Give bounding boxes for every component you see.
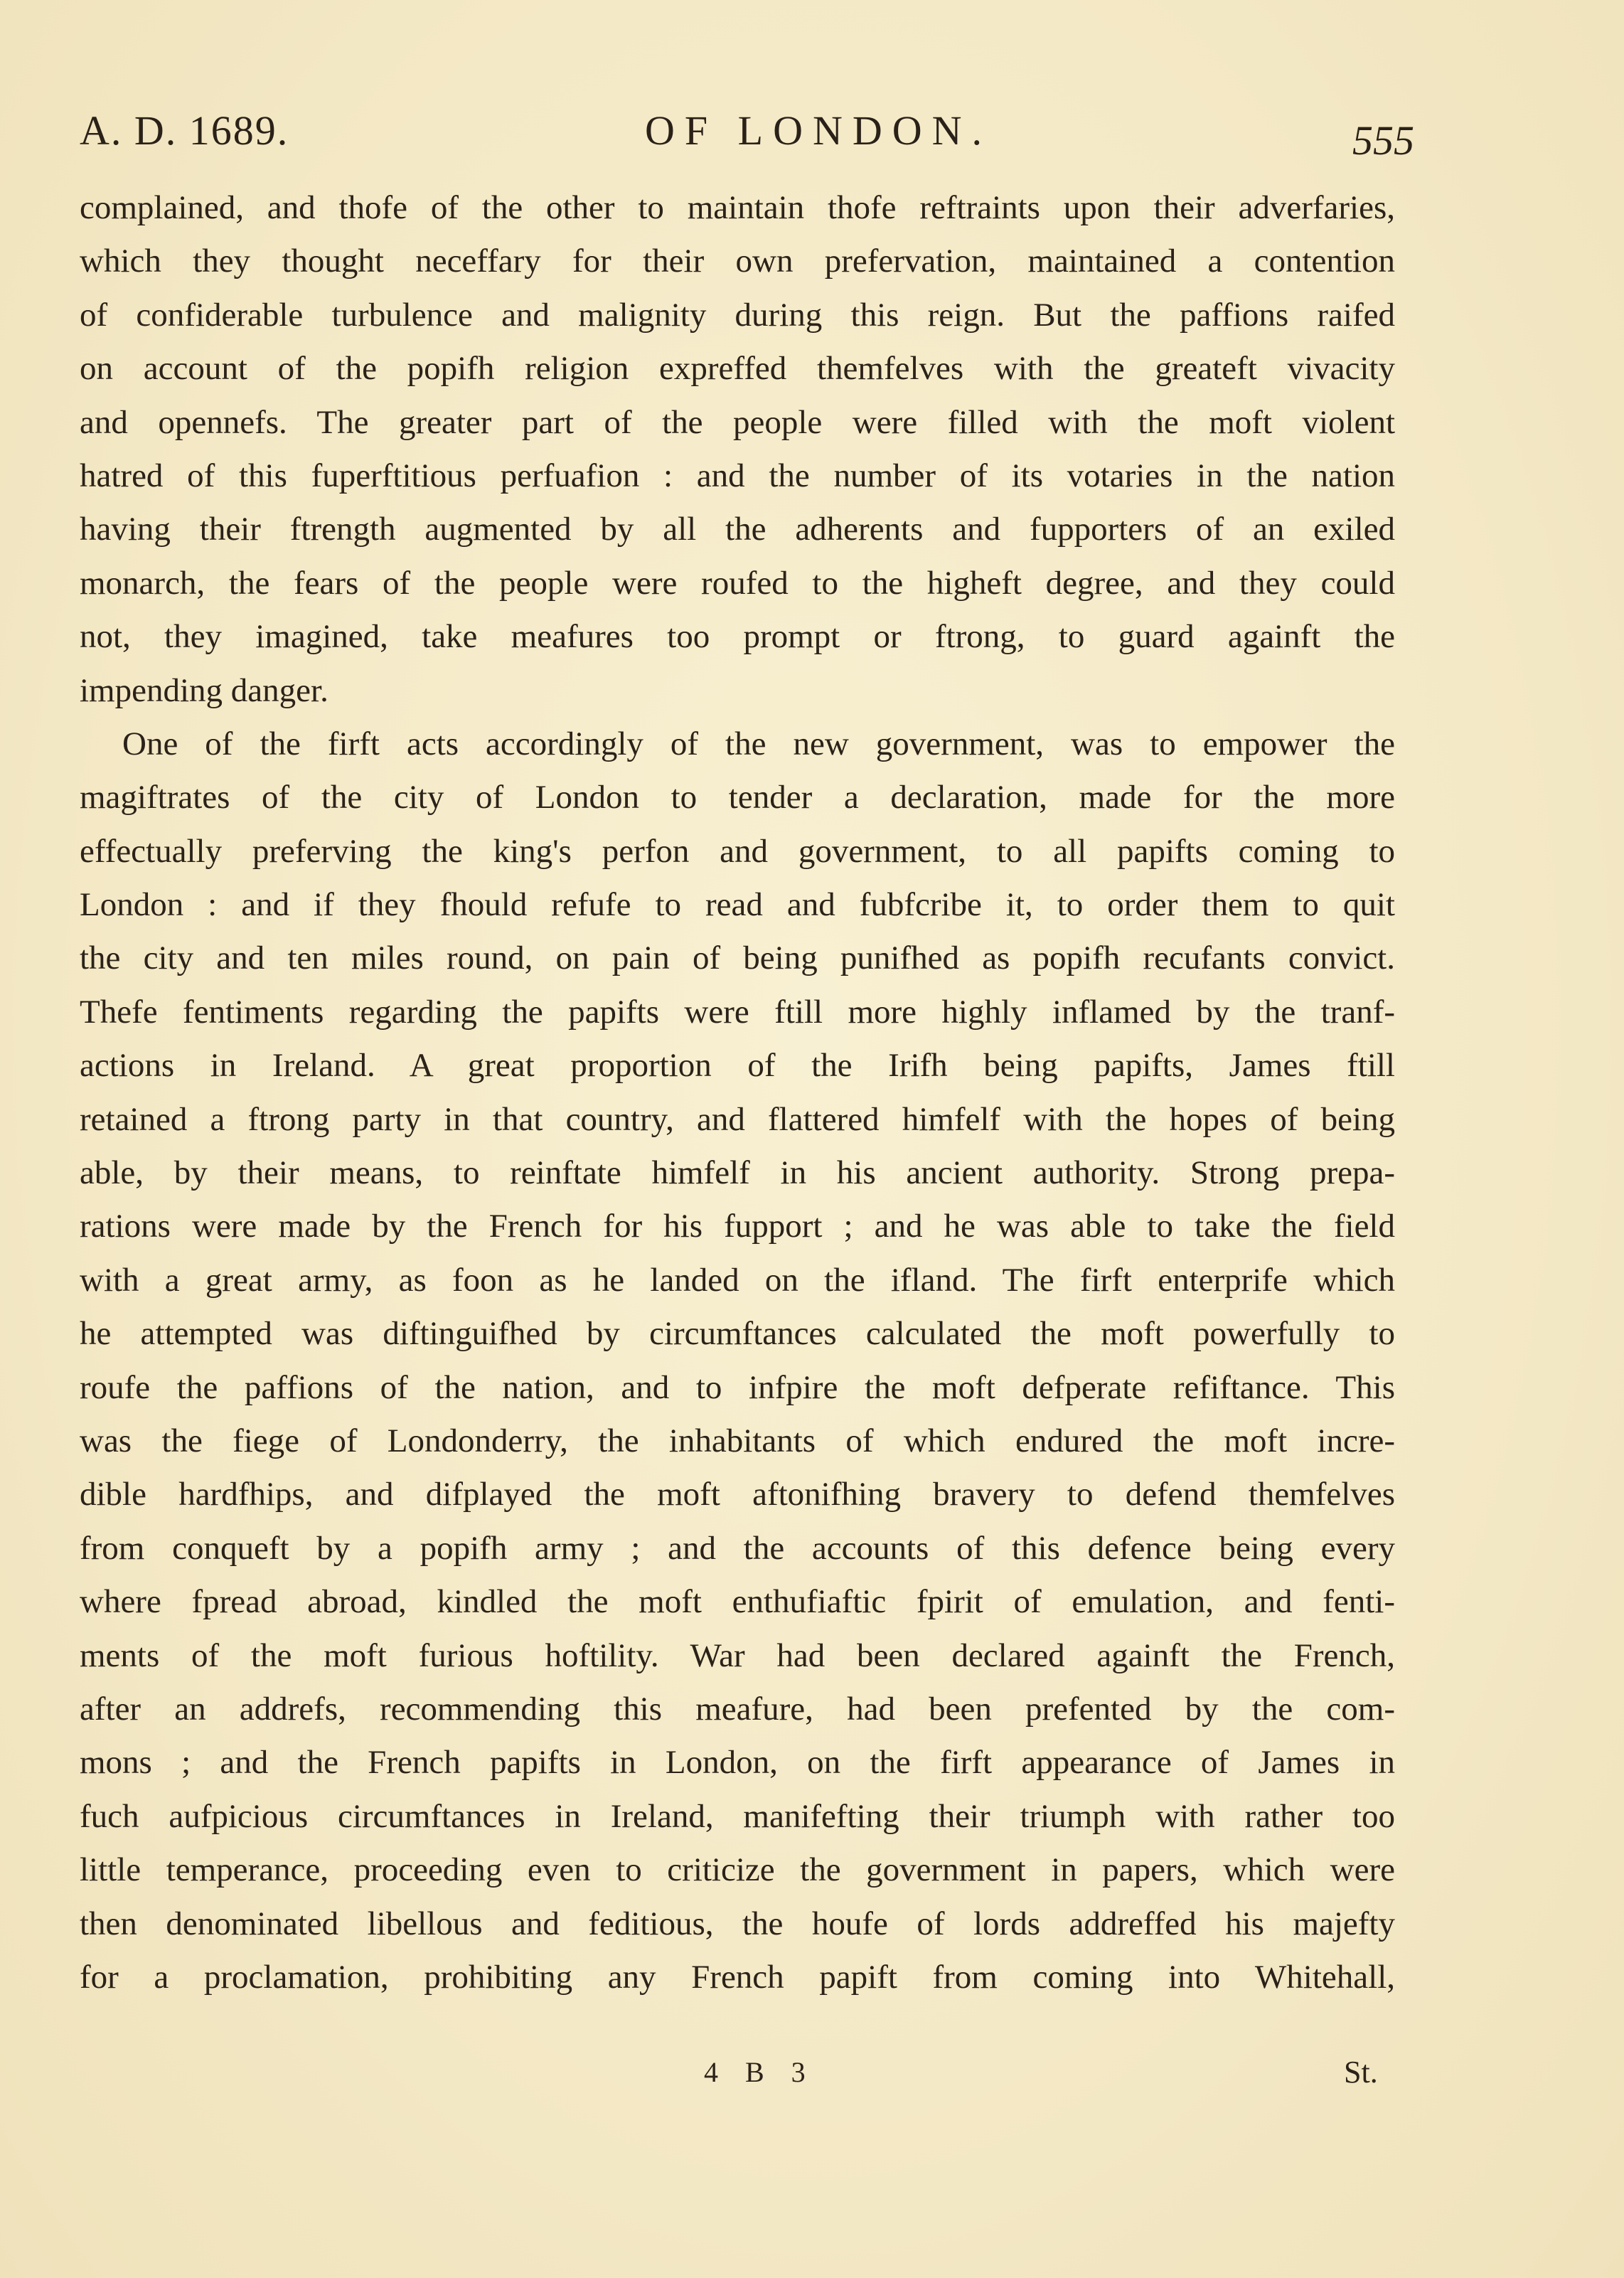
text-line: able, by their means, to reinftate himfelf in his ancient authority. Strong prepa-: [80, 1154, 1395, 1192]
text-line: where fpread abroad, kindled the moft enthufiaftic fpirit of emulation, and fenti-: [80, 1583, 1395, 1621]
text-line: fuch aufpicious circumftances in Ireland, manifefting their triumph with rather too: [80, 1797, 1395, 1835]
header-year: A. D. 1689.: [80, 107, 289, 154]
text-line: and opennefs. The greater part of the people were filled with the moft violent: [80, 403, 1395, 441]
text-line: complained, and thofe of the other to maintain thofe reftraints upon their adverfaries,: [80, 189, 1395, 226]
text-line: having their ftrength augmented by all the adherents and fupporters of an exiled: [80, 511, 1395, 548]
text-line: hatred of this fuperftitious perfuafion : and the number of its votaries in the nation: [80, 457, 1395, 494]
text-line: for a proclamation, prohibiting any French papift from coming into Whitehall,: [80, 1958, 1395, 1996]
text-line: retained a ftrong party in that country, and flattered himfelf with the hopes of being: [80, 1100, 1395, 1138]
catchword: St.: [1344, 2055, 1378, 2090]
signature-mark: 4 B 3: [704, 2056, 816, 2088]
text-line: effectually preferving the king's perfon and government, to all papifts coming to: [80, 832, 1395, 870]
text-line: London : and if they fhould refufe to read and fubfcribe it, to order them to quit: [80, 886, 1395, 924]
text-line: from conqueft by a popifh army ; and the accounts of this defence being every: [80, 1529, 1395, 1567]
text-line: with a great army, as foon as he landed on the ifland. The firft enterprife which: [80, 1261, 1395, 1299]
body-text: [80, 181, 1395, 2004]
text-line: the city and ten miles round, on pain of being punifhed as popifh recufants convict.: [80, 940, 1395, 977]
page-number: 555: [1352, 117, 1414, 164]
text-line: Thefe fentiments regarding the papifts were ftill more highly inflamed by the tranf-: [80, 993, 1395, 1031]
text-line: on account of the popifh religion expreffed themfelves with the greateft vivacity: [80, 350, 1395, 388]
text-line: mons ; and the French papifts in London, on the firft appearance of James in: [80, 1744, 1395, 1782]
header-title: OF LONDON.: [645, 107, 992, 154]
text-line: impending danger.: [80, 671, 328, 709]
text-line: dible hardfhips, and difplayed the moft aftonifhing bravery to defend themfelves: [80, 1476, 1395, 1513]
text-line: then denominated libellous and feditious, the houfe of lords addreffed his majefty: [80, 1905, 1395, 1942]
text-line: rations were made by the French for his fupport ; and he was able to take the field: [80, 1208, 1395, 1245]
text-line: monarch, the fears of the people were roufed to the higheft degree, and they could: [80, 564, 1395, 602]
text-line: actions in Ireland. A great proportion of the Irifh being papifts, James ftill: [80, 1047, 1395, 1085]
text-line: after an addrefs, recommending this meafure, had been prefented by the com-: [80, 1690, 1395, 1728]
text-line: was the fiege of Londonderry, the inhabitants of which endured the moft incre-: [80, 1422, 1395, 1459]
text-line: One of the firft acts accordingly of the new government, was to empower the: [122, 725, 1395, 762]
text-line: roufe the paffions of the nation, and to infpire the moft defperate refiftance. This: [80, 1368, 1395, 1406]
running-header: [80, 107, 1414, 164]
text-line: ments of the moft furious hoftility. War had been declared againft the French,: [80, 1636, 1395, 1674]
text-line: he attempted was diftinguifhed by circumftances calculated the moft powerfully to: [80, 1315, 1395, 1353]
text-line: of confiderable turbulence and malignity during this reign. But the paffions raifed: [80, 296, 1395, 334]
text-line: magiftrates of the city of London to tender a declaration, made for the more: [80, 779, 1395, 816]
text-line: little temperance, proceeding even to criticize the government in papers, which were: [80, 1851, 1395, 1889]
text-line: which they thought neceffary for their own prefervation, maintained a contention: [80, 243, 1395, 280]
text-line: not, they imagined, take meafures too prompt or ftrong, to guard againft the: [80, 618, 1395, 656]
